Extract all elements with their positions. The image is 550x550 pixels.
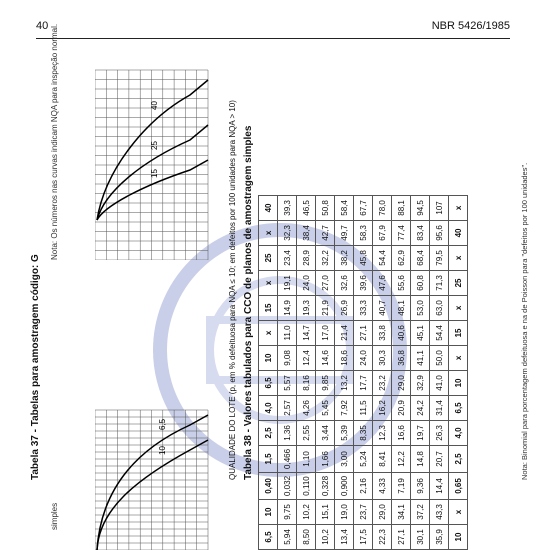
oc-curve-chart-left — [95, 390, 210, 550]
table-cell: x — [259, 270, 278, 295]
table-cell: 45,8 — [354, 245, 373, 270]
table-cell: 8,35 — [354, 420, 373, 445]
table-cell: 1,10 — [297, 445, 316, 472]
table-cell: 83,4 — [411, 220, 430, 245]
table-cell: 40,7 — [373, 295, 392, 320]
table-cell: 0,032 — [278, 472, 297, 499]
table-cell: 34,1 — [392, 500, 411, 525]
table-cell: 54,4 — [373, 245, 392, 270]
table-cell: 77,4 — [392, 220, 411, 245]
table-cell: 28,9 — [297, 245, 316, 270]
table-cell: 58,3 — [354, 220, 373, 245]
table-cell: 8,50 — [297, 525, 316, 550]
table-cell: 27,1 — [354, 320, 373, 345]
table-cell: 9,75 — [278, 500, 297, 525]
table-cell: 24,0 — [297, 270, 316, 295]
table-cell: 67,7 — [354, 195, 373, 220]
table-cell: x — [259, 220, 278, 245]
table-row — [373, 195, 392, 549]
table38-title: Tabela 38 - Valores tabulados para CCO de planos de amostragem simples — [243, 125, 254, 480]
table-cell: 78,0 — [373, 195, 392, 220]
table-row — [316, 195, 335, 549]
table-cell: 107 — [430, 195, 449, 220]
oc-curve-chart-right — [95, 60, 210, 260]
oc-curve-10 — [97, 415, 208, 550]
table-cell: 46,5 — [297, 195, 316, 220]
table-cell: 38,2 — [335, 245, 354, 270]
table-cell: 3,44 — [316, 420, 335, 445]
table-cell: 18,6 — [335, 345, 354, 370]
table-cell: 13,4 — [335, 525, 354, 550]
table-cell: 4,26 — [297, 395, 316, 420]
table-cell: 0,110 — [297, 472, 316, 499]
table-cell: 33,3 — [354, 295, 373, 320]
header-rule — [36, 38, 510, 39]
table-cell: 24,0 — [354, 345, 373, 370]
table-cell: 12,2 — [392, 445, 411, 472]
table-cell: 14,9 — [278, 295, 297, 320]
table-cell: 10 — [449, 370, 468, 395]
table-cell: 2,5 — [449, 445, 468, 472]
table-cell: 38,4 — [297, 220, 316, 245]
table-cell: 94,5 — [411, 195, 430, 220]
table-cell: 19,1 — [278, 270, 297, 295]
table-cell: 24,2 — [411, 395, 430, 420]
table-cell: 0,466 — [278, 445, 297, 472]
table-cell: 5,45 — [316, 395, 335, 420]
table-cell: 4,33 — [373, 472, 392, 499]
table-cell: 7,92 — [335, 395, 354, 420]
table-cell: 10 — [259, 345, 278, 370]
curve-label-6-5: 6,5 — [158, 418, 167, 430]
table-cell: 15 — [259, 295, 278, 320]
table-cell: 40 — [449, 220, 468, 245]
table-cell: 12,3 — [373, 420, 392, 445]
table-cell: 58,4 — [335, 195, 354, 220]
table-cell: 45,1 — [411, 320, 430, 345]
table-cell: 35,9 — [430, 525, 449, 550]
table-cell: 0,328 — [316, 472, 335, 499]
table-cell: 30,1 — [411, 525, 430, 550]
table-cell: 11,0 — [278, 320, 297, 345]
table-cell: 10,2 — [297, 500, 316, 525]
table-cell: 63,0 — [430, 295, 449, 320]
table-cell: 9,36 — [411, 472, 430, 499]
table-cell: 5,57 — [278, 370, 297, 395]
table-cell: 53,0 — [411, 295, 430, 320]
table-cell: 40 — [259, 195, 278, 220]
table-cell: 15,1 — [316, 500, 335, 525]
table-cell: 19,0 — [335, 500, 354, 525]
table-cell: 6,5 — [259, 525, 278, 550]
table-cell: 39,3 — [278, 195, 297, 220]
table-header-row — [259, 195, 278, 549]
simples-label: simples — [50, 502, 59, 530]
table-cell: 0,65 — [449, 472, 468, 499]
table-cell: 12,4 — [297, 345, 316, 370]
table-cell: 9,85 — [316, 370, 335, 395]
table-cell: 10 — [259, 500, 278, 525]
table-cell: 37,2 — [411, 500, 430, 525]
table-cell: 6,5 — [449, 395, 468, 420]
table-cell: 67,9 — [373, 220, 392, 245]
table-cell: 30,3 — [373, 345, 392, 370]
table-cell: 11,5 — [354, 395, 373, 420]
table-cell: x — [449, 295, 468, 320]
table-cell: 25 — [449, 270, 468, 295]
table-cell: 2,55 — [297, 420, 316, 445]
table-cell: 36,8 — [392, 345, 411, 370]
table-cell: 23,4 — [278, 245, 297, 270]
table-cell: 2,16 — [354, 472, 373, 499]
table-cell: 54,4 — [430, 320, 449, 345]
table-cell: 55,6 — [392, 270, 411, 295]
table-cell: 1,5 — [259, 445, 278, 472]
table-cell: 10,2 — [316, 525, 335, 550]
table-cell: 62,9 — [392, 245, 411, 270]
table-cell: 68,4 — [411, 245, 430, 270]
table-cell: 50,0 — [430, 345, 449, 370]
table-cell: 17,0 — [316, 320, 335, 345]
table-cell: 17,5 — [354, 525, 373, 550]
table-cell: x — [449, 245, 468, 270]
table-row — [297, 195, 316, 549]
table-cell: 49,7 — [335, 220, 354, 245]
table-cell: 4,0 — [449, 420, 468, 445]
table-cell: 29,0 — [373, 500, 392, 525]
table-cell: x — [449, 195, 468, 220]
table-cell: 9,08 — [278, 345, 297, 370]
curve-label-10: 10 — [158, 446, 167, 455]
table-cell: 25 — [259, 245, 278, 270]
table-cell: 20,7 — [430, 445, 449, 472]
oc-values-table — [258, 195, 468, 550]
table-cell: 50,8 — [316, 195, 335, 220]
table-cell: x — [259, 320, 278, 345]
table-cell: 2,5 — [259, 420, 278, 445]
table-cell: 16,6 — [392, 420, 411, 445]
table-cell: 47,6 — [373, 270, 392, 295]
table-cell: 14,4 — [430, 472, 449, 499]
table-cell: x — [449, 500, 468, 525]
table-cell: 88,1 — [392, 195, 411, 220]
table-cell: 21,9 — [316, 295, 335, 320]
standard-code: NBR 5426/1985 — [431, 20, 510, 32]
table-cell: 39,6 — [354, 270, 373, 295]
table-cell: 1,36 — [278, 420, 297, 445]
table37-title: Tabela 37 - Tabelas para amostragem código: G — [30, 254, 41, 480]
table-cell: 42,7 — [316, 220, 335, 245]
table-row — [335, 195, 354, 549]
table-cell: 32,3 — [278, 220, 297, 245]
table-cell: 60,8 — [411, 270, 430, 295]
quality-axis-label: QUALIDADE DO LOTE (p, em % defeituosa para NQA ≤ 10; em defeitos por 100 unidades para NQA > 10) — [228, 100, 237, 480]
table-cell: 13,2 — [335, 370, 354, 395]
table-cell: 40,6 — [392, 320, 411, 345]
table-cell: 41,1 — [411, 345, 430, 370]
table-cell: 23,2 — [373, 370, 392, 395]
table-cell: 20,9 — [392, 395, 411, 420]
curve-label-40: 40 — [150, 101, 159, 110]
table-cell: 15 — [449, 320, 468, 345]
table-cell: 8,16 — [297, 370, 316, 395]
table-cell: 43,3 — [430, 500, 449, 525]
table-cell: 32,2 — [316, 245, 335, 270]
table-cell: 0,40 — [259, 472, 278, 499]
table-cell: 26,9 — [335, 295, 354, 320]
table-cell: 21,4 — [335, 320, 354, 345]
table-cell: 5,24 — [354, 445, 373, 472]
table-cell: 8,41 — [373, 445, 392, 472]
table-cell: 23,7 — [354, 500, 373, 525]
table-cell: x — [449, 345, 468, 370]
table38-footnote: Nota: Binomial para porcentagem defeituosa e na de Poisson para "defeitos por 100 unidades". — [520, 162, 529, 480]
table-row — [392, 195, 411, 549]
curve-label-15: 15 — [150, 169, 159, 178]
table-cell: 31,4 — [430, 395, 449, 420]
page-number: 40 — [36, 20, 49, 32]
table-row — [354, 195, 373, 549]
table-cell: 14,6 — [316, 345, 335, 370]
oc-curve-6-5 — [97, 440, 208, 550]
table-cell: 14,8 — [411, 445, 430, 472]
table-cell: 7,19 — [392, 472, 411, 499]
table-cell: 0,900 — [335, 472, 354, 499]
table-cell: 33,8 — [373, 320, 392, 345]
table-cell: 6,5 — [259, 370, 278, 395]
table-row — [411, 195, 430, 549]
table-cell: 32,6 — [335, 270, 354, 295]
table-cell: 19,7 — [411, 420, 430, 445]
table-cell: 19,3 — [297, 295, 316, 320]
table-cell: 29,0 — [392, 370, 411, 395]
table-cell: 16,2 — [373, 395, 392, 420]
table-cell: 26,3 — [430, 420, 449, 445]
table-cell: 71,3 — [430, 270, 449, 295]
table-cell: 27,1 — [392, 525, 411, 550]
table-cell: 14,7 — [297, 320, 316, 345]
table-cell: 10 — [449, 525, 468, 550]
table-cell: 4,0 — [259, 395, 278, 420]
table-cell: 32,9 — [411, 370, 430, 395]
table-cell: 3,00 — [335, 445, 354, 472]
table-cell: 17,7 — [354, 370, 373, 395]
curve-label-25: 25 — [150, 141, 159, 150]
table-cell: 79,5 — [430, 245, 449, 270]
table-row — [278, 195, 297, 549]
table-severa-row — [449, 195, 468, 549]
table-cell: 5,39 — [335, 420, 354, 445]
table-row — [430, 195, 449, 549]
table-cell: 5,94 — [278, 525, 297, 550]
table-cell: 2,57 — [278, 395, 297, 420]
table-cell: 48,1 — [392, 295, 411, 320]
table-cell: 95,6 — [430, 220, 449, 245]
table-cell: 22,3 — [373, 525, 392, 550]
table-cell: 1,66 — [316, 445, 335, 472]
table37-note: Nota: Os números nas curvas indicam NQA para inspeção normal. — [50, 23, 59, 260]
table-cell: 41,0 — [430, 370, 449, 395]
table-cell: 27,0 — [316, 270, 335, 295]
